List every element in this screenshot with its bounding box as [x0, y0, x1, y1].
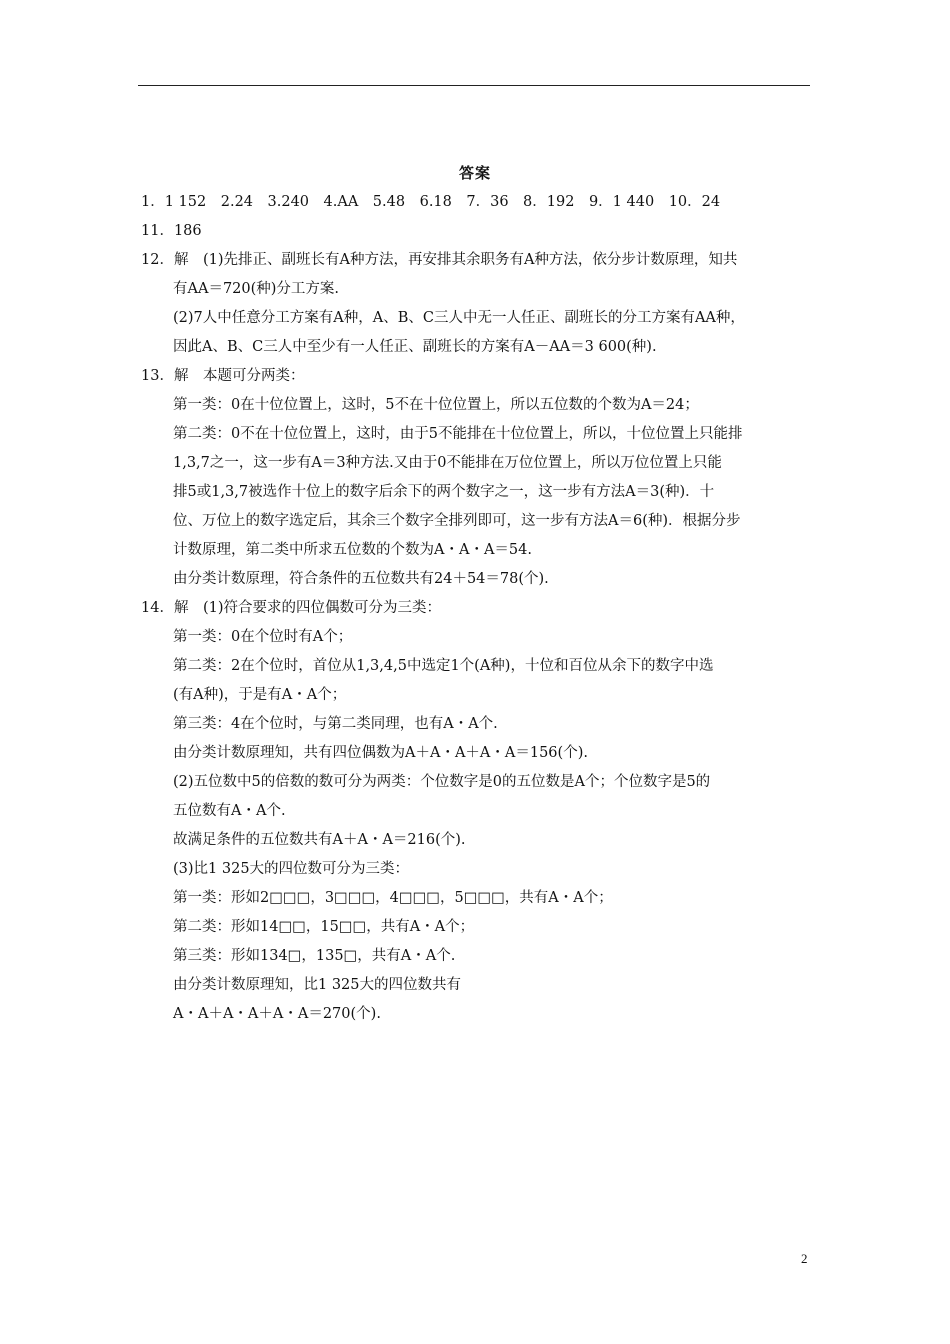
answer-line: (2)7人中任意分工方案有A种，A、B、C三人中无一人任正、副班长的分工方案有AA种，	[173, 310, 745, 326]
answer-line: 有AA＝720(种)分工方案.	[173, 281, 340, 297]
answer-line: (有A种)，于是有A・A个；	[173, 687, 347, 703]
answer-line: 位、万位上的数字选定后，其余三个数字全排列即可，这一步有方法A＝6(种)．根据分步	[173, 513, 741, 529]
answer-line: 1．1 152 2.24 3.240 4.AA 5.48 6.18 7．36 8．192 9．1 440 10．24	[141, 194, 721, 210]
answer-line: 第三类：形如134□，135□，共有A・A个.	[173, 948, 456, 964]
answer-line: 故满足条件的五位数共有A＋A・A＝216(个).	[173, 832, 466, 848]
answer-line: 第一类：0在个位时有A个；	[173, 629, 353, 645]
answer-line: 第二类：形如14□□，15□□，共有A・A个；	[173, 919, 475, 935]
answer-line: 由分类计数原理知，共有四位偶数为A＋A・A＋A・A＝156(个).	[173, 745, 588, 761]
answer-line: (2)五位数中5的倍数的数可分为两类：个位数字是0的五位数是A个；个位数字是5的	[173, 774, 711, 790]
answer-line: 13．解 本题可分两类：	[141, 368, 305, 384]
answer-line: 因此A、B、C三人中至少有一人任正、副班长的方案有A－AA＝3 600(种).	[173, 339, 657, 355]
answer-line: 由分类计数原理知，比1 325大的四位数共有	[173, 977, 462, 993]
answer-line: 1,3,7之一，这一步有A＝3种方法.又由于0不能排在万位位置上，所以万位位置上只能	[173, 455, 722, 471]
header-rule	[138, 85, 810, 86]
answer-line: 第二类：0不在十位位置上，这时，由于5不能排在十位位置上，所以，十位位置上只能排	[173, 426, 743, 442]
answer-line: (3)比1 325大的四位数可分为三类：	[173, 861, 410, 877]
page-number: 2	[801, 1251, 808, 1266]
answer-line: 第三类：4在个位时，与第二类同理，也有A・A个.	[173, 716, 498, 732]
answer-line: 14．解 (1)符合要求的四位偶数可分为三类：	[141, 600, 441, 616]
answer-line: 11．186	[141, 223, 202, 239]
answer-line: 第一类：形如2□□□，3□□□，4□□□，5□□□，共有A・A个；	[173, 890, 613, 906]
answer-line: 计数原理，第二类中所求五位数的个数为A・A・A＝54.	[173, 542, 532, 558]
answer-line: 12．解 (1)先排正、副班长有A种方法，再安排其余职务有A种方法，依分步计数原理，知共	[141, 252, 738, 268]
answer-line: 五位数有A・A个.	[173, 803, 286, 819]
answer-line: A・A＋A・A＋A・A＝270(个).	[173, 1006, 381, 1022]
answer-line: 第一类：0在十位位置上，这时，5不在十位位置上，所以五位数的个数为A＝24；	[173, 397, 699, 413]
answer-line: 由分类计数原理，符合条件的五位数共有24＋54＝78(个).	[173, 571, 549, 587]
answer-title: 答案	[458, 164, 491, 182]
answer-line: 第二类：2在个位时，首位从1,3,4,5中选定1个(A种)，十位和百位从余下的数字中选	[173, 658, 714, 674]
answer-line: 排5或1,3,7被选作十位上的数字后余下的两个数字之一，这一步有方法A＝3(种)．十	[173, 484, 715, 500]
